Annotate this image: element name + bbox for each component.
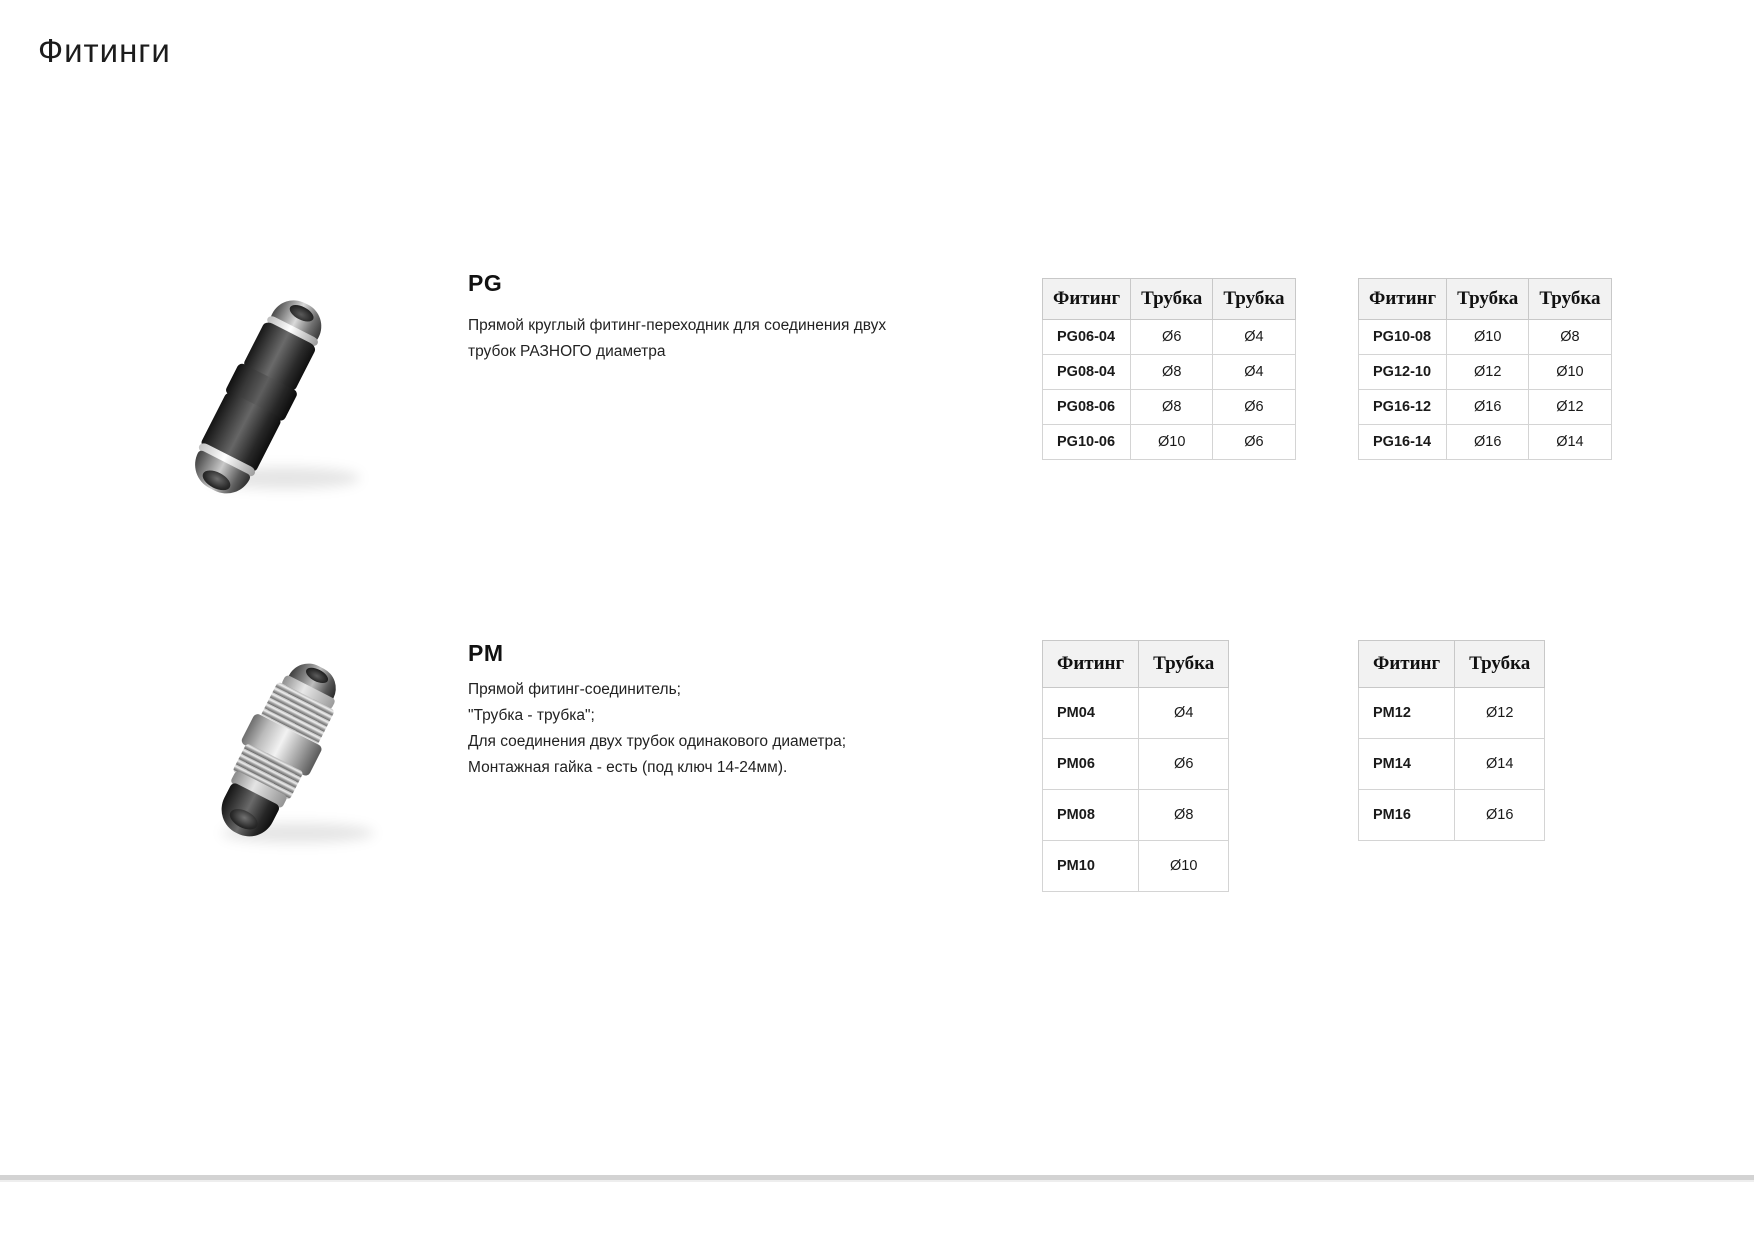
cell-tube-a: Ø10 [1131,425,1213,460]
cell-tube-b: Ø6 [1213,390,1295,425]
cell-tube-a: Ø16 [1447,390,1529,425]
cell-fitting-code: PG08-06 [1043,390,1131,425]
column-header-tube-b: Трубка [1213,279,1295,320]
page-title: Фитинги [38,32,171,69]
pm-spec-table-1 [1042,640,1229,892]
cell-tube-b: Ø4 [1213,320,1295,355]
cell-fitting-code: PM14 [1359,739,1455,790]
table-row [1043,425,1296,460]
cell-tube-b: Ø8 [1529,320,1611,355]
cell-fitting-code: PM10 [1043,841,1139,892]
cell-fitting-code: PM06 [1043,739,1139,790]
cell-fitting-code: PG16-14 [1359,425,1447,460]
cell-fitting-code: PG06-04 [1043,320,1131,355]
cell-fitting-code: PM12 [1359,688,1455,739]
column-header-tube: Трубка [1455,641,1545,688]
column-header-tube-a: Трубка [1131,279,1213,320]
cell-tube-a: Ø8 [1131,355,1213,390]
product-description-line: Прямой круглый фитинг-переходник для соединения двух [468,317,887,334]
table-row [1359,688,1545,739]
product-block-pm [468,640,846,781]
column-header-fitting: Фитинг [1043,641,1139,688]
cell-tube-b: Ø10 [1529,355,1611,390]
cell-tube: Ø8 [1139,790,1229,841]
cell-tube: Ø14 [1455,739,1545,790]
cell-tube-b: Ø12 [1529,390,1611,425]
cell-tube-b: Ø4 [1213,355,1295,390]
cell-tube-b: Ø14 [1529,425,1611,460]
column-header-fitting: Фитинг [1043,279,1131,320]
product-name-pm: PM [468,640,504,666]
product-name-pg: PG [468,270,503,296]
table-row [1043,739,1229,790]
table-row [1359,425,1612,460]
table-row [1043,841,1229,892]
column-header-tube-a: Трубка [1447,279,1529,320]
table-header-row [1359,641,1545,688]
cell-fitting-code: PG16-12 [1359,390,1447,425]
pm-spec-table-2 [1358,640,1545,841]
table-row [1043,320,1296,355]
product-description-pg [468,313,886,365]
cell-tube: Ø10 [1139,841,1229,892]
table-header-row [1043,641,1229,688]
product-description-line: "Трубка - трубка"; [468,707,595,724]
column-header-tube: Трубка [1139,641,1229,688]
cell-tube-b: Ø6 [1213,425,1295,460]
cell-fitting-code: PG10-06 [1043,425,1131,460]
cell-tube: Ø4 [1139,688,1229,739]
table-row [1359,390,1612,425]
product-description-line: Для соединения двух трубок одинакового диаметра; [468,733,847,750]
cell-fitting-code: PG08-04 [1043,355,1131,390]
product-description-line: трубок РАЗНОГО диаметра [468,343,666,360]
product-description-line: Монтажная гайка - есть (под ключ 14-24мм). [468,759,788,776]
pm-fitting-photo [178,655,428,855]
cell-tube-a: Ø8 [1131,390,1213,425]
column-header-tube-b: Трубка [1529,279,1611,320]
product-block-pg [468,270,886,365]
table-header-row [1359,279,1612,320]
table-row [1359,790,1545,841]
cell-tube: Ø12 [1455,688,1545,739]
pg-fitting-body [186,289,336,497]
column-header-fitting: Фитинг [1359,641,1455,688]
table-header-row [1043,279,1296,320]
pg-spec-table-1 [1042,278,1296,460]
cell-tube: Ø16 [1455,790,1545,841]
table-row [1359,355,1612,390]
cell-tube-a: Ø6 [1131,320,1213,355]
cell-tube-a: Ø12 [1447,355,1529,390]
table-row [1359,739,1545,790]
product-description-pm [468,677,846,781]
column-header-fitting: Фитинг [1359,279,1447,320]
product-description-line: Прямой фитинг-соединитель; [468,681,681,698]
table-row [1043,688,1229,739]
table-row [1043,790,1229,841]
cell-fitting-code: PG12-10 [1359,355,1447,390]
cell-tube-a: Ø16 [1447,425,1529,460]
cell-fitting-code: PM04 [1043,688,1139,739]
cell-fitting-code: PM08 [1043,790,1139,841]
table-row [1043,355,1296,390]
pg-fitting-photo [170,285,410,505]
pg-spec-table-2 [1358,278,1612,460]
footer-divider-light [0,1180,1754,1182]
cell-tube: Ø6 [1139,739,1229,790]
table-row [1359,320,1612,355]
cell-fitting-code: PG10-08 [1359,320,1447,355]
table-row [1043,390,1296,425]
cell-tube-a: Ø10 [1447,320,1529,355]
cell-fitting-code: PM16 [1359,790,1455,841]
